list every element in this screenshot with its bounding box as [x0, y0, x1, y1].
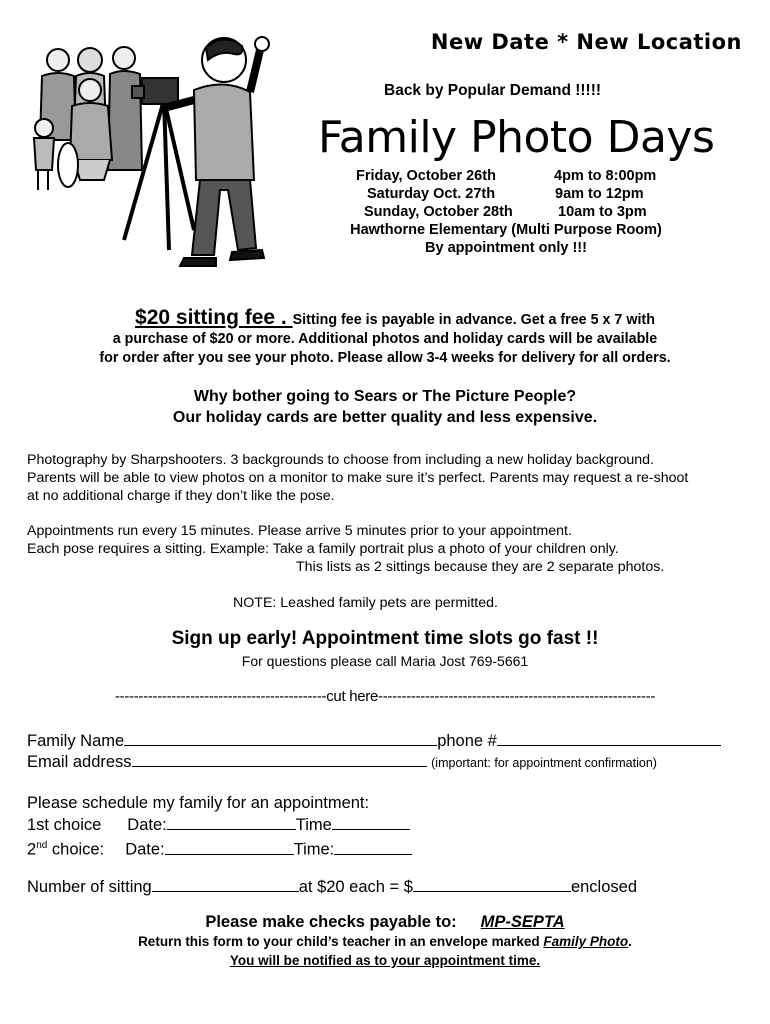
second-date-field[interactable]: [165, 839, 294, 855]
cut-line: ---------------------------------------------cut here-----------------------------------------------------------: [114, 688, 656, 705]
why-line-2: Our holiday cards are better quality and less expensive.: [172, 409, 598, 426]
email-label: Email address: [27, 753, 132, 771]
photography-line-2: Parents will be able to view photos on a monitor to make sure it’s perfect. Parents may request a re-shoot: [27, 470, 689, 486]
schedule-day: Friday, October 26th: [356, 168, 496, 184]
fee-line-1: [20, 308, 750, 330]
payee: MP-SEPTA: [480, 913, 565, 931]
headline-new-date: New Date * New Location: [430, 30, 742, 54]
sittings-field[interactable]: [152, 876, 299, 892]
second-choice-label: choice:: [47, 840, 105, 859]
fee-text-1: Sitting fee is payable in advance. Get a free 5 x 7 with: [292, 312, 655, 328]
enclosed-label: enclosed: [570, 878, 638, 896]
amount-field[interactable]: [413, 876, 571, 892]
return-suffix: .: [628, 934, 632, 949]
second-time-field[interactable]: [334, 839, 412, 855]
schedule-time: 4pm to 8:00pm: [554, 168, 657, 184]
questions-contact: For questions please call Maria Jost 769-5661: [241, 653, 529, 669]
schedule-row: [336, 167, 676, 185]
checks-label: Please make checks payable to:: [205, 913, 457, 931]
photography-line-3: at no additional charge if they don’t like the pose.: [27, 488, 335, 504]
sittings-row: [27, 876, 637, 898]
schedule: [336, 167, 676, 257]
tagline: Back by Popular Demand !!!!!: [384, 82, 602, 99]
first-time-label: Time: [295, 816, 332, 834]
fee-section: [20, 308, 750, 368]
fee-line-2: a purchase of $20 or more. Additional photos and holiday cards will be available: [112, 331, 658, 347]
phone-label: phone #: [437, 732, 497, 750]
schedule-day: Sunday, October 28th: [364, 204, 513, 220]
page-title: Family Photo Days: [318, 112, 715, 163]
second-time-label: Time:: [293, 840, 335, 859]
signup-heading: Sign up early! Appointment time slots go fast !!: [171, 628, 599, 649]
first-choice-label: 1st choice: [27, 816, 102, 834]
first-choice-row: [27, 814, 410, 836]
appointments-line-1: Appointments run every 15 minutes. Please arrive 5 minutes prior to your appointment.: [27, 523, 572, 539]
schedule-time: 9am to 12pm: [555, 186, 644, 202]
photographer-family-clipart: [24, 30, 274, 270]
photography-line-1: Photography by Sharpshooters. 3 backgrounds to choose from including a new holiday background.: [27, 452, 655, 468]
family-name-label: Family Name: [27, 732, 125, 750]
checks-payable: [20, 913, 750, 932]
appointments-line-3: This lists as 2 sittings because they are 2 separate photos.: [296, 559, 665, 575]
schedule-day: Saturday Oct. 27th: [367, 186, 496, 202]
why-line-1: Why bother going to Sears or The Picture People?: [193, 388, 577, 405]
comparison-section: [20, 386, 750, 428]
return-prefix: Return this form to your child’s teacher in an envelope marked: [138, 934, 544, 949]
appointment-only-note: By appointment only !!!: [425, 240, 587, 256]
schedule-time: 10am to 3pm: [558, 204, 647, 220]
photography-section: [27, 451, 747, 505]
sitting-fee: $20 sitting fee .: [135, 306, 293, 329]
pets-note: NOTE: Leashed family pets are permitted.: [233, 595, 498, 611]
second-date-label: Date:: [125, 840, 165, 859]
family-name-row: [27, 730, 721, 752]
second-choice-sup: nd: [36, 840, 48, 851]
email-row: [27, 751, 657, 774]
schedule-row: [336, 185, 676, 203]
schedule-row: [336, 203, 676, 221]
each-label: at $20 each = $: [298, 878, 413, 896]
email-field[interactable]: [132, 751, 427, 767]
first-date-label: Date:: [127, 816, 167, 834]
email-note: (important: for appointment confirmation): [431, 756, 657, 770]
sittings-label: Number of sitting: [27, 878, 152, 896]
fee-line-3: for order after you see your photo. Please allow 3-4 weeks for delivery for all orders.: [99, 350, 671, 366]
appointments-line-2: Each pose requires a sitting. Example: Take a family portrait plus a photo of your children only.: [27, 541, 619, 557]
family-name-field[interactable]: [124, 730, 437, 746]
first-date-field[interactable]: [167, 814, 296, 830]
second-choice-num: 2: [27, 840, 37, 859]
location: Hawthorne Elementary (Multi Purpose Room): [350, 222, 662, 238]
first-time-field[interactable]: [332, 814, 410, 830]
phone-field[interactable]: [497, 730, 721, 746]
schedule-prompt: Please schedule my family for an appointment:: [27, 794, 370, 812]
second-choice-row: [27, 835, 412, 861]
notification-note: You will be notified as to your appointment time.: [229, 953, 541, 968]
appointments-section: [27, 522, 747, 576]
envelope-mark: Family Photo: [543, 934, 629, 949]
return-instructions: [20, 934, 750, 949]
